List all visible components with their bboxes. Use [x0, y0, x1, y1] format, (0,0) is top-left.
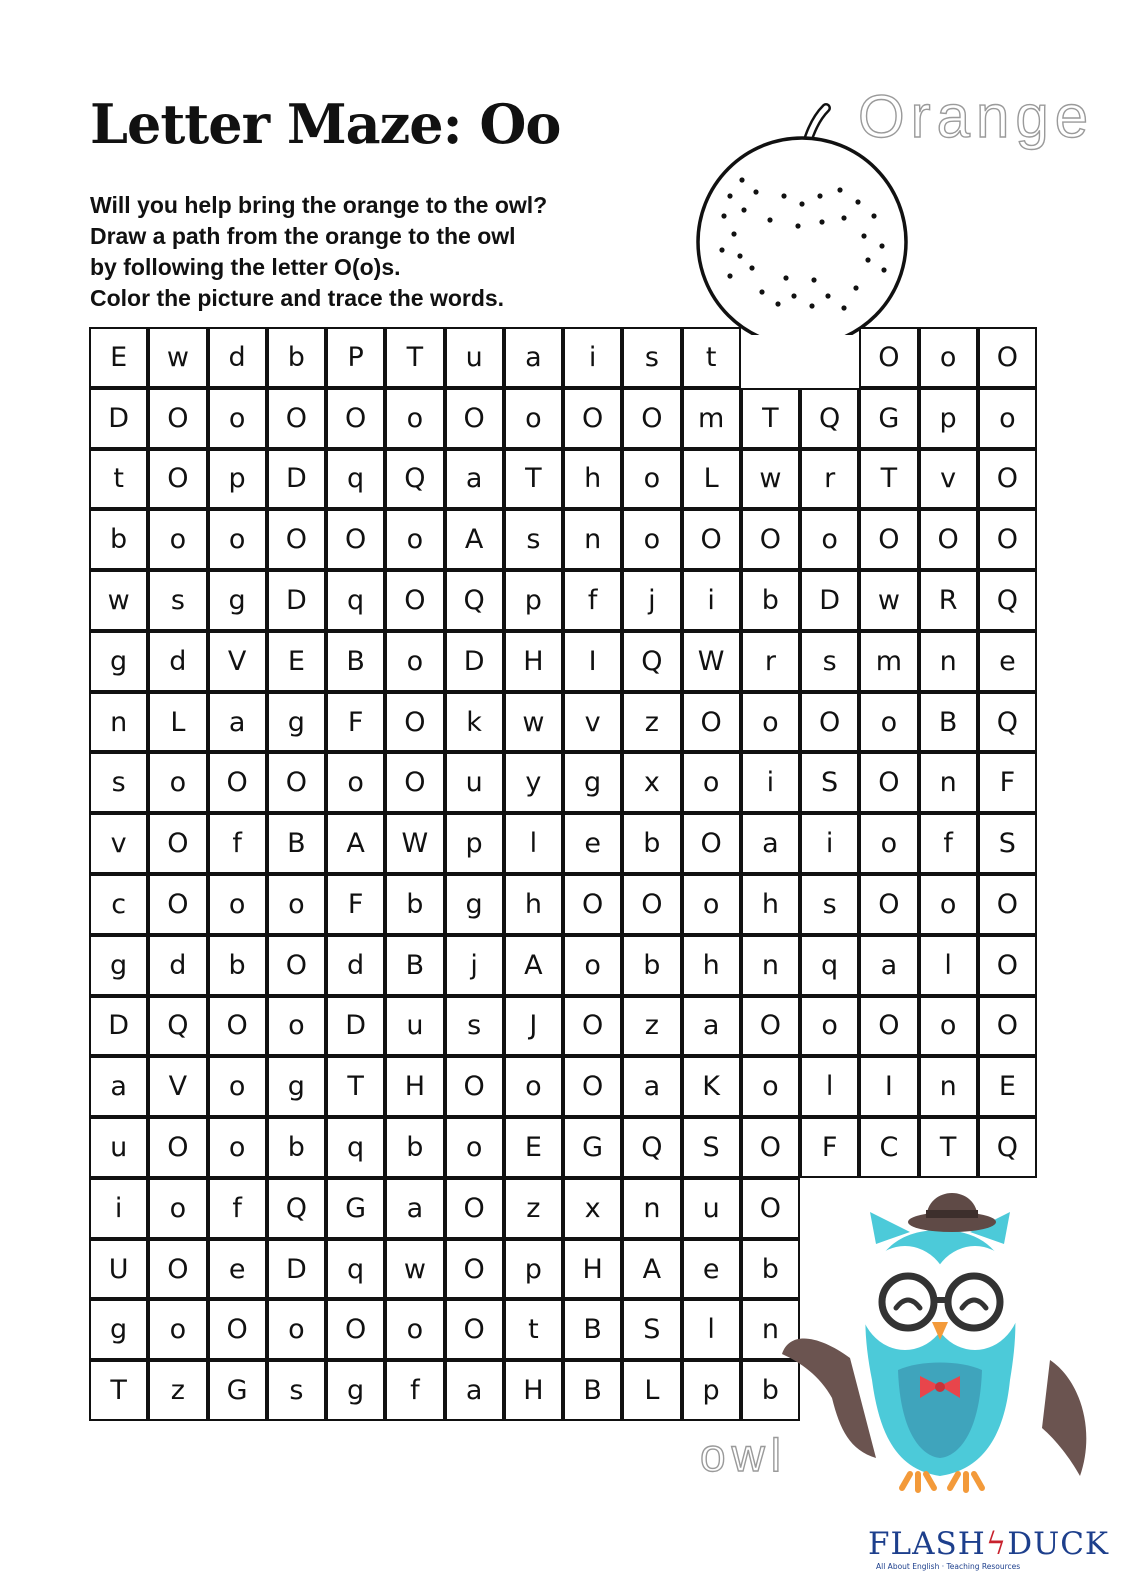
maze-cell[interactable]: Q	[385, 449, 444, 510]
maze-cell[interactable]: p	[208, 449, 267, 510]
maze-cell[interactable]: W	[385, 813, 444, 874]
maze-cell[interactable]: d	[208, 327, 267, 388]
maze-cell[interactable]: i	[741, 752, 800, 813]
maze-cell[interactable]: O	[267, 509, 326, 570]
maze-cell[interactable]: W	[682, 631, 741, 692]
maze-cell[interactable]: O	[267, 752, 326, 813]
maze-cell[interactable]: o	[385, 388, 444, 449]
maze-cell[interactable]: a	[385, 1178, 444, 1239]
maze-cell[interactable]: h	[504, 874, 563, 935]
maze-cell[interactable]: o	[208, 1117, 267, 1178]
maze-cell[interactable]: o	[859, 813, 918, 874]
owl-illustration[interactable]	[780, 1140, 1100, 1530]
maze-cell[interactable]: O	[385, 692, 444, 753]
maze-cell[interactable]: a	[504, 327, 563, 388]
maze-cell[interactable]: s	[148, 570, 207, 631]
maze-cell[interactable]: T	[504, 449, 563, 510]
maze-cell[interactable]: G	[326, 1178, 385, 1239]
maze-cell[interactable]: n	[919, 752, 978, 813]
maze-cell[interactable]: t	[682, 327, 741, 388]
maze-cell[interactable]: O	[445, 1056, 504, 1117]
maze-cell[interactable]: u	[445, 327, 504, 388]
maze-cell[interactable]: o	[919, 996, 978, 1057]
maze-cell[interactable]: o	[385, 509, 444, 570]
maze-cell[interactable]: o	[622, 509, 681, 570]
maze-cell[interactable]: S	[800, 752, 859, 813]
logo-name-right: DUCK	[1007, 1526, 1110, 1562]
maze-cell[interactable]: O	[208, 996, 267, 1057]
maze-cell[interactable]: Q	[978, 692, 1037, 753]
maze-cell[interactable]: o	[741, 692, 800, 753]
maze-cell[interactable]: o	[800, 509, 859, 570]
maze-cell[interactable]: i	[89, 1178, 148, 1239]
maze-cell[interactable]: b	[741, 1239, 800, 1300]
maze-cell[interactable]: u	[682, 1178, 741, 1239]
maze-cell[interactable]: o	[741, 1056, 800, 1117]
maze-cell[interactable]: c	[89, 874, 148, 935]
maze-cell[interactable]: a	[859, 935, 918, 996]
maze-cell[interactable]: b	[385, 874, 444, 935]
maze-cell[interactable]: g	[267, 692, 326, 753]
maze-cell[interactable]: z	[504, 1178, 563, 1239]
maze-cell[interactable]: O	[445, 1299, 504, 1360]
maze-cell[interactable]: r	[741, 631, 800, 692]
maze-cell[interactable]: n	[741, 1299, 800, 1360]
maze-cell[interactable]: O	[800, 692, 859, 753]
maze-cell[interactable]: w	[385, 1239, 444, 1300]
maze-cell[interactable]: o	[208, 874, 267, 935]
maze-cell[interactable]: S	[978, 813, 1037, 874]
maze-cell[interactable]: O	[978, 874, 1037, 935]
maze-cell[interactable]: A	[622, 1239, 681, 1300]
maze-cell[interactable]: O	[445, 1178, 504, 1239]
maze-cell[interactable]: n	[563, 509, 622, 570]
maze-cell[interactable]: r	[800, 449, 859, 510]
maze-cell[interactable]: O	[385, 752, 444, 813]
maze-cell[interactable]: T	[741, 388, 800, 449]
maze-cell[interactable]: H	[504, 631, 563, 692]
maze-cell[interactable]: O	[326, 509, 385, 570]
maze-cell[interactable]: Q	[148, 996, 207, 1057]
instruction-line: Draw a path from the orange to the owl	[90, 223, 516, 249]
maze-cell[interactable]: O	[445, 388, 504, 449]
maze-cell[interactable]: O	[563, 1056, 622, 1117]
maze-cell[interactable]: o	[385, 1299, 444, 1360]
maze-cell[interactable]: z	[148, 1360, 207, 1421]
maze-cell[interactable]: E	[267, 631, 326, 692]
orange-illustration[interactable]	[694, 100, 914, 335]
maze-cell[interactable]: E	[504, 1117, 563, 1178]
maze-cell[interactable]: v	[919, 449, 978, 510]
maze-cell[interactable]: O	[148, 813, 207, 874]
maze-cell[interactable]: D	[267, 570, 326, 631]
maze-cell[interactable]: b	[741, 570, 800, 631]
maze-cell[interactable]: p	[919, 388, 978, 449]
maze-cell[interactable]: h	[563, 449, 622, 510]
logo-name-left: FLASH	[868, 1526, 986, 1562]
logo-tagline: All About English · Teaching Resources	[876, 1562, 1021, 1571]
maze-cell[interactable]: O	[148, 1239, 207, 1300]
maze-cell-empty	[800, 327, 859, 388]
maze-cell[interactable]: O	[445, 1239, 504, 1300]
maze-cell[interactable]: n	[741, 935, 800, 996]
maze-cell[interactable]: P	[326, 327, 385, 388]
maze-cell[interactable]: l	[800, 1056, 859, 1117]
maze-cell[interactable]: a	[682, 996, 741, 1057]
maze-cell[interactable]: o	[682, 874, 741, 935]
maze-cell[interactable]: O	[978, 935, 1037, 996]
maze-cell[interactable]: D	[89, 388, 148, 449]
maze-cell[interactable]: o	[148, 509, 207, 570]
maze-cell[interactable]: B	[326, 631, 385, 692]
maze-cell[interactable]: g	[89, 631, 148, 692]
maze-cell[interactable]: o	[208, 509, 267, 570]
maze-cell[interactable]: O	[682, 813, 741, 874]
flashduck-logo	[868, 1526, 1110, 1571]
maze-cell[interactable]: s	[267, 1360, 326, 1421]
maze-cell[interactable]: n	[919, 631, 978, 692]
maze-cell[interactable]: l	[919, 935, 978, 996]
maze-cell[interactable]: b	[267, 1117, 326, 1178]
maze-cell[interactable]: l	[682, 1299, 741, 1360]
maze-cell[interactable]: L	[622, 1360, 681, 1421]
maze-cell[interactable]: T	[326, 1056, 385, 1117]
maze-cell[interactable]: n	[622, 1178, 681, 1239]
maze-cell[interactable]: o	[682, 752, 741, 813]
maze-cell[interactable]: O	[563, 874, 622, 935]
maze-cell[interactable]: o	[800, 996, 859, 1057]
maze-cell[interactable]: y	[504, 752, 563, 813]
maze-cell[interactable]: v	[89, 813, 148, 874]
maze-cell[interactable]: D	[800, 570, 859, 631]
maze-cell[interactable]: a	[445, 449, 504, 510]
maze-cell[interactable]: a	[89, 1056, 148, 1117]
maze-cell[interactable]: O	[622, 388, 681, 449]
maze-cell[interactable]: b	[208, 935, 267, 996]
instruction-line: Will you help bring the orange to the owl?	[90, 192, 548, 218]
maze-cell[interactable]: B	[563, 1360, 622, 1421]
maze-cell[interactable]: L	[682, 449, 741, 510]
maze-cell[interactable]: i	[800, 813, 859, 874]
trace-word-orange[interactable]: Orange	[858, 83, 1095, 150]
maze-cell[interactable]: s	[504, 509, 563, 570]
maze-cell[interactable]: i	[682, 570, 741, 631]
maze-cell[interactable]: w	[859, 570, 918, 631]
maze-cell[interactable]: b	[622, 813, 681, 874]
page-title: Letter Maze: Oo	[90, 92, 561, 156]
maze-cell[interactable]: o	[267, 996, 326, 1057]
maze-cell[interactable]: g	[267, 1056, 326, 1117]
maze-cell[interactable]: b	[89, 509, 148, 570]
maze-cell[interactable]: H	[563, 1239, 622, 1300]
maze-cell[interactable]: T	[919, 1117, 978, 1178]
maze-cell[interactable]: O	[741, 509, 800, 570]
maze-cell[interactable]: u	[385, 996, 444, 1057]
maze-cell[interactable]: a	[622, 1056, 681, 1117]
maze-cell[interactable]: s	[800, 631, 859, 692]
maze-cell[interactable]: Q	[622, 1117, 681, 1178]
maze-cell[interactable]: F	[978, 752, 1037, 813]
maze-cell[interactable]: t	[504, 1299, 563, 1360]
maze-cell[interactable]: O	[563, 996, 622, 1057]
maze-cell[interactable]: l	[504, 813, 563, 874]
maze-cell[interactable]: C	[859, 1117, 918, 1178]
maze-cell[interactable]: Q	[622, 631, 681, 692]
maze-cell[interactable]: g	[89, 935, 148, 996]
maze-cell[interactable]: O	[267, 935, 326, 996]
maze-cell[interactable]: T	[385, 327, 444, 388]
maze-cell[interactable]: k	[445, 692, 504, 753]
maze-cell[interactable]: Q	[978, 1117, 1037, 1178]
maze-cell[interactable]: e	[563, 813, 622, 874]
maze-cell[interactable]: D	[267, 449, 326, 510]
maze-cell[interactable]: j	[622, 570, 681, 631]
maze-cell[interactable]: b	[385, 1117, 444, 1178]
maze-cell[interactable]: z	[622, 692, 681, 753]
maze-cell[interactable]: O	[741, 1117, 800, 1178]
maze-cell[interactable]: b	[267, 327, 326, 388]
maze-cell[interactable]: K	[682, 1056, 741, 1117]
maze-cell[interactable]: O	[919, 509, 978, 570]
maze-cell[interactable]: m	[682, 388, 741, 449]
maze-cell[interactable]: O	[978, 996, 1037, 1057]
maze-cell[interactable]: o	[148, 752, 207, 813]
maze-cell[interactable]: V	[148, 1056, 207, 1117]
maze-cell[interactable]: O	[208, 752, 267, 813]
maze-cell[interactable]: i	[563, 327, 622, 388]
maze-cell[interactable]: w	[89, 570, 148, 631]
maze-cell[interactable]: d	[148, 631, 207, 692]
maze-cell[interactable]: p	[504, 1239, 563, 1300]
maze-cell[interactable]: h	[741, 874, 800, 935]
maze-cell[interactable]: O	[148, 1117, 207, 1178]
maze-cell[interactable]: g	[326, 1360, 385, 1421]
maze-cell[interactable]: B	[919, 692, 978, 753]
maze-cell[interactable]: O	[859, 874, 918, 935]
maze-cell[interactable]: T	[89, 1360, 148, 1421]
maze-cell[interactable]: B	[563, 1299, 622, 1360]
maze-cell[interactable]: j	[445, 935, 504, 996]
maze-cell[interactable]: v	[563, 692, 622, 753]
maze-cell[interactable]: F	[326, 874, 385, 935]
maze-cell[interactable]: p	[445, 813, 504, 874]
instruction-line: Color the picture and trace the words.	[90, 285, 505, 311]
maze-cell[interactable]: w	[148, 327, 207, 388]
maze-cell[interactable]: A	[445, 509, 504, 570]
maze-cell[interactable]: R	[919, 570, 978, 631]
maze-cell[interactable]: o	[859, 692, 918, 753]
maze-cell[interactable]: o	[148, 1178, 207, 1239]
maze-cell[interactable]: J	[504, 996, 563, 1057]
maze-cell[interactable]: F	[326, 692, 385, 753]
maze-cell[interactable]: o	[622, 449, 681, 510]
maze-cell[interactable]: q	[326, 1239, 385, 1300]
maze-cell[interactable]: q	[326, 1117, 385, 1178]
maze-cell[interactable]: L	[148, 692, 207, 753]
maze-cell[interactable]: a	[741, 813, 800, 874]
maze-cell[interactable]: e	[682, 1239, 741, 1300]
maze-cell[interactable]: s	[445, 996, 504, 1057]
maze-cell[interactable]: O	[978, 449, 1037, 510]
maze-cell[interactable]: O	[148, 874, 207, 935]
maze-cell[interactable]: U	[89, 1239, 148, 1300]
maze-cell[interactable]: g	[445, 874, 504, 935]
maze-cell[interactable]: p	[504, 570, 563, 631]
maze-cell[interactable]: O	[622, 874, 681, 935]
maze-cell[interactable]: o	[208, 1056, 267, 1117]
maze-cell[interactable]: H	[504, 1360, 563, 1421]
maze-cell[interactable]: n	[919, 1056, 978, 1117]
maze-cell[interactable]: f	[208, 813, 267, 874]
maze-cell[interactable]: O	[682, 692, 741, 753]
maze-cell[interactable]: u	[89, 1117, 148, 1178]
maze-cell[interactable]: o	[919, 874, 978, 935]
maze-cell[interactable]: x	[563, 1178, 622, 1239]
maze-cell[interactable]: u	[445, 752, 504, 813]
maze-cell[interactable]: b	[622, 935, 681, 996]
maze-cell[interactable]: o	[978, 388, 1037, 449]
maze-cell[interactable]: O	[148, 449, 207, 510]
maze-cell[interactable]: h	[682, 935, 741, 996]
maze-cell[interactable]: q	[326, 570, 385, 631]
instructions	[90, 190, 547, 314]
maze-cell[interactable]: E	[978, 1056, 1037, 1117]
maze-cell[interactable]: F	[800, 1117, 859, 1178]
maze-cell[interactable]: I	[563, 631, 622, 692]
maze-cell[interactable]: O	[682, 509, 741, 570]
maze-cell[interactable]: O	[326, 388, 385, 449]
maze-cell[interactable]: f	[919, 813, 978, 874]
maze-cell[interactable]: o	[267, 1299, 326, 1360]
maze-cell[interactable]: x	[622, 752, 681, 813]
maze-cell[interactable]: O	[859, 509, 918, 570]
maze-cell[interactable]: O	[741, 996, 800, 1057]
maze-cell[interactable]: O	[208, 1299, 267, 1360]
maze-cell[interactable]: T	[859, 449, 918, 510]
maze-cell[interactable]: O	[859, 996, 918, 1057]
lightning-icon: ϟ	[985, 1526, 1008, 1562]
maze-cell[interactable]: O	[563, 388, 622, 449]
maze-cell[interactable]: a	[208, 692, 267, 753]
maze-cell[interactable]: n	[89, 692, 148, 753]
maze-cell[interactable]: z	[622, 996, 681, 1057]
maze-cell[interactable]: Q	[445, 570, 504, 631]
maze-cell[interactable]: a	[445, 1360, 504, 1421]
maze-cell[interactable]: E	[89, 327, 148, 388]
maze-cell[interactable]: A	[326, 813, 385, 874]
maze-cell[interactable]: s	[800, 874, 859, 935]
maze-cell[interactable]: O	[267, 388, 326, 449]
maze-cell[interactable]: O	[385, 570, 444, 631]
maze-cell[interactable]: Q	[800, 388, 859, 449]
maze-cell[interactable]: f	[385, 1360, 444, 1421]
instruction-line: by following the letter O(o)s.	[90, 254, 401, 280]
maze-cell[interactable]: s	[89, 752, 148, 813]
maze-cell[interactable]: o	[563, 935, 622, 996]
maze-cell[interactable]: H	[385, 1056, 444, 1117]
maze-cell[interactable]: f	[563, 570, 622, 631]
trace-word-owl[interactable]: owl	[700, 1429, 788, 1481]
maze-cell[interactable]: B	[385, 935, 444, 996]
maze-cell[interactable]: g	[563, 752, 622, 813]
maze-cell[interactable]: w	[504, 692, 563, 753]
maze-cell[interactable]: w	[741, 449, 800, 510]
maze-cell[interactable]: o	[385, 631, 444, 692]
maze-cell[interactable]: o	[326, 752, 385, 813]
maze-cell[interactable]: o	[445, 1117, 504, 1178]
maze-cell[interactable]: e	[208, 1239, 267, 1300]
maze-cell[interactable]: t	[89, 449, 148, 510]
maze-cell[interactable]: b	[741, 1360, 800, 1421]
maze-cell[interactable]: A	[504, 935, 563, 996]
maze-cell[interactable]: D	[445, 631, 504, 692]
maze-cell[interactable]: S	[622, 1299, 681, 1360]
maze-cell[interactable]: O	[326, 1299, 385, 1360]
maze-cell[interactable]: m	[859, 631, 918, 692]
maze-cell[interactable]: o	[504, 1056, 563, 1117]
maze-cell[interactable]: q	[800, 935, 859, 996]
maze-cell[interactable]: s	[622, 327, 681, 388]
maze-cell[interactable]: G	[563, 1117, 622, 1178]
maze-cell[interactable]: G	[208, 1360, 267, 1421]
maze-cell[interactable]: o	[148, 1299, 207, 1360]
maze-cell[interactable]: D	[267, 1239, 326, 1300]
maze-cell[interactable]: e	[978, 631, 1037, 692]
maze-cell[interactable]: B	[267, 813, 326, 874]
maze-cell[interactable]: O	[741, 1178, 800, 1239]
maze-cell[interactable]: I	[859, 1056, 918, 1117]
maze-cell-empty	[741, 327, 800, 388]
maze-cell[interactable]: D	[89, 996, 148, 1057]
maze-cell[interactable]: o	[208, 388, 267, 449]
maze-cell[interactable]: O	[978, 509, 1037, 570]
maze-cell[interactable]: g	[208, 570, 267, 631]
maze-cell[interactable]: O	[978, 327, 1037, 388]
maze-cell[interactable]: d	[148, 935, 207, 996]
maze-cell[interactable]: o	[919, 327, 978, 388]
maze-cell[interactable]: V	[208, 631, 267, 692]
maze-cell[interactable]: d	[326, 935, 385, 996]
maze-cell[interactable]: S	[682, 1117, 741, 1178]
maze-cell[interactable]: Q	[267, 1178, 326, 1239]
maze-cell[interactable]: p	[682, 1360, 741, 1421]
maze-cell[interactable]: G	[859, 388, 918, 449]
maze-cell[interactable]: O	[859, 327, 918, 388]
maze-cell[interactable]: D	[326, 996, 385, 1057]
maze-cell[interactable]: f	[208, 1178, 267, 1239]
maze-cell[interactable]: O	[859, 752, 918, 813]
maze-cell[interactable]: o	[267, 874, 326, 935]
maze-cell[interactable]: o	[504, 388, 563, 449]
maze-cell[interactable]: q	[326, 449, 385, 510]
maze-cell[interactable]: g	[89, 1299, 148, 1360]
maze-cell[interactable]: Q	[978, 570, 1037, 631]
maze-cell[interactable]: O	[148, 388, 207, 449]
